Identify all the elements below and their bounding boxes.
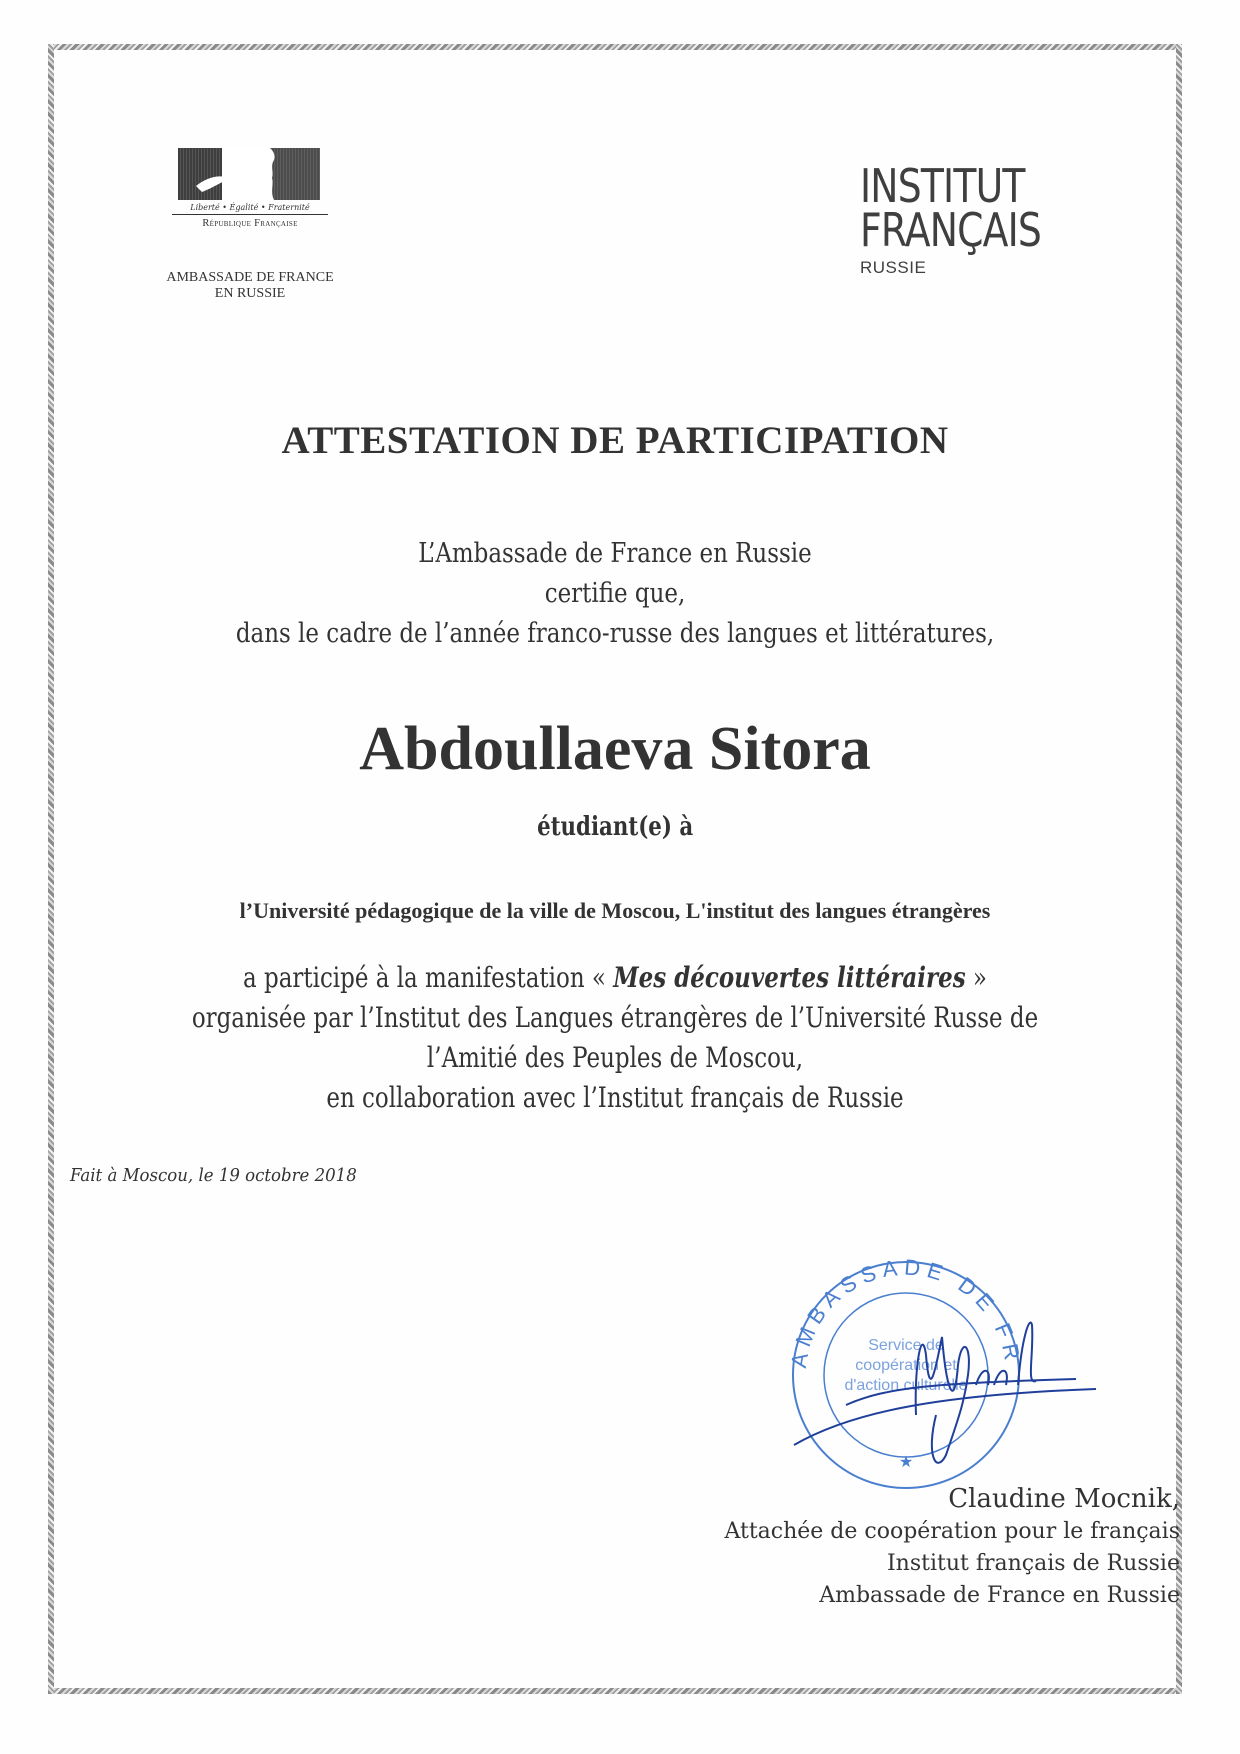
- intro-text: [54, 534, 1176, 654]
- university-name: l’Université pédagogique de la ville de Moscou, L'institut des langues étrangères: [239, 898, 991, 923]
- event-line: a participé à la manifestation « Mes découvertes littéraires »: [243, 961, 987, 994]
- logo-line-institut: INSTITUT: [860, 159, 1025, 213]
- event-name: Mes découvertes littéraires: [613, 961, 966, 994]
- border-bottom: [50, 1688, 1178, 1694]
- signatory-title: Attachée de coopération pour le français: [724, 1519, 1180, 1544]
- logo-subtitle: RUSSIE: [860, 258, 927, 277]
- republic-name: République Française: [202, 218, 298, 229]
- republic-motto: Liberté • Égalité • Fraternité: [172, 203, 328, 215]
- student-label: étudiant(e) à: [536, 812, 694, 842]
- certificate-title: ATTESTATION DE PARTICIPATION: [281, 419, 949, 462]
- signatory-name: Claudine Mocnik,: [948, 1484, 1180, 1514]
- marianne-logo-icon: [178, 148, 320, 200]
- institut-francais-logo: [860, 159, 1081, 278]
- official-stamp-icon: [786, 1255, 1106, 1500]
- stamp-ring-text: AMBASSADE DE FR: [786, 1255, 1026, 1370]
- border-left: [48, 44, 54, 1694]
- intro-line: L’Ambassade de France en Russie: [418, 538, 812, 569]
- place-date: Fait à Moscou, le 19 octobre 2018: [70, 1165, 357, 1186]
- event-line: en collaboration avec l’Institut français de Russie: [326, 1081, 904, 1114]
- intro-line: certifie que,: [544, 578, 686, 609]
- event-text: [54, 958, 1176, 1118]
- stamp-inner-line: d'action culturelle: [844, 1377, 968, 1394]
- border-right: [1176, 44, 1182, 1694]
- signatory-org: Institut français de Russie: [886, 1551, 1180, 1576]
- stamp-inner-line: coopération et: [855, 1357, 957, 1374]
- stamp-inner-line: Service de: [868, 1337, 944, 1354]
- intro-line: dans le cadre de l’année franco-russe des langues et littératures,: [235, 618, 995, 649]
- logo-line-francais: FRANÇAIS: [860, 203, 1042, 257]
- signatory-embassy: Ambassade de France en Russie: [819, 1583, 1180, 1608]
- signature-block: [724, 1482, 1180, 1612]
- embassy-label: AMBASSADE DE FRANCE EN RUSSIE: [166, 270, 334, 301]
- event-line: l’Amitié des Peuples de Moscou,: [426, 1041, 804, 1074]
- recipient-name: Abdoullaeva Sitora: [359, 715, 871, 783]
- event-line: organisée par l’Institut des Langues étrangères de l’Université Russe de: [191, 1001, 1039, 1034]
- svg-text:★: ★: [898, 1454, 914, 1471]
- border-top: [50, 44, 1178, 50]
